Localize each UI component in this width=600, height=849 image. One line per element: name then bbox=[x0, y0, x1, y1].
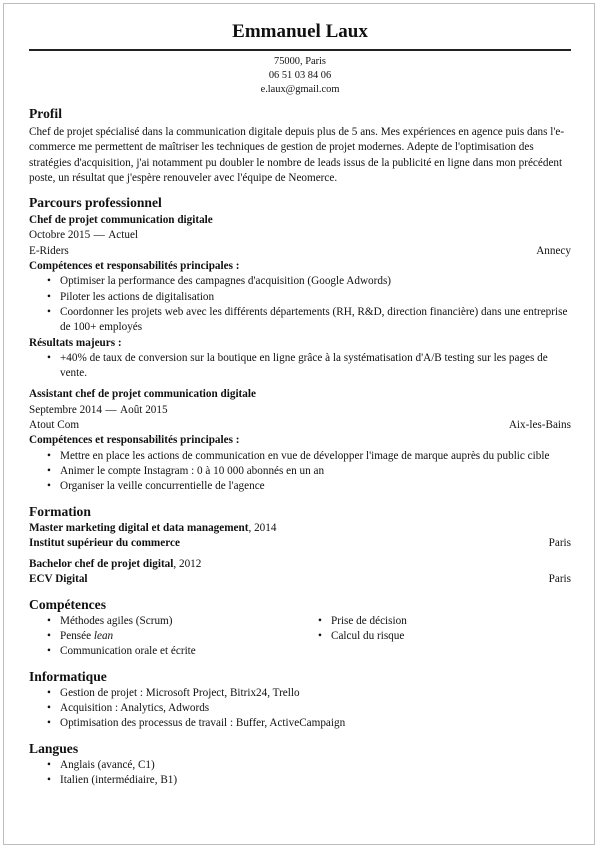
list-item: • Prise de décision bbox=[331, 614, 571, 629]
job-title: Chef de projet communication digitale bbox=[29, 214, 213, 227]
header-rule bbox=[29, 49, 571, 51]
list-item: • Optimiser la performance des campagnes d'acquisition (Google Adwords) bbox=[60, 274, 571, 289]
job-entry bbox=[29, 213, 571, 381]
section-title: Formation bbox=[29, 503, 91, 519]
job-start: Septembre 2014 bbox=[29, 403, 103, 416]
section-title: Parcours professionnel bbox=[29, 195, 162, 211]
school-city: Paris bbox=[548, 573, 571, 586]
skills-list bbox=[317, 614, 571, 645]
section-informatique bbox=[29, 668, 571, 732]
degree-line bbox=[29, 521, 571, 536]
job-end: Actuel bbox=[108, 229, 139, 242]
skills-list bbox=[29, 274, 571, 335]
skills-column-right bbox=[317, 614, 571, 660]
section-title: Langues bbox=[29, 740, 79, 756]
skills-list bbox=[29, 614, 317, 660]
job-company: E-Riders bbox=[29, 244, 69, 257]
list-item bbox=[60, 629, 317, 644]
job-entry bbox=[29, 387, 571, 494]
job-dates bbox=[29, 403, 571, 418]
job-title: Assistant chef de projet communication digitale bbox=[29, 388, 256, 401]
list-item: • +40% de taux de conversion sur la boutique en ligne grâce à la systématisation d'A/B testing sur les pages de vente. bbox=[60, 351, 571, 382]
section-parcours bbox=[29, 194, 571, 494]
section-profil bbox=[29, 105, 571, 186]
job-company-row bbox=[29, 418, 571, 433]
candidate-name: Emmanuel Laux bbox=[232, 21, 368, 42]
results-list bbox=[29, 351, 571, 382]
school-name: ECV Digital bbox=[29, 573, 88, 586]
list-item: • Méthodes agiles (Scrum) bbox=[60, 614, 317, 629]
job-location: Aix-les-Bains bbox=[508, 419, 571, 432]
item-text: Pensée bbox=[60, 630, 92, 643]
education-entry bbox=[29, 557, 571, 588]
education-entry bbox=[29, 521, 571, 552]
contact-phone: 06 51 03 84 06 bbox=[268, 70, 332, 81]
skills-list bbox=[29, 449, 571, 495]
school-name: Institut supérieur du commerce bbox=[29, 536, 180, 549]
job-location: Annecy bbox=[536, 244, 571, 257]
list-item: • Organiser la veille concurrentielle de l'agence bbox=[60, 479, 571, 494]
resume-page bbox=[29, 20, 571, 788]
section-title: Compétences bbox=[29, 596, 107, 612]
school-row bbox=[29, 536, 571, 551]
item-italic: lean bbox=[93, 630, 114, 643]
job-start: Octobre 2015 bbox=[29, 229, 91, 242]
degree-title: Master marketing digital et data management bbox=[29, 521, 249, 534]
job-end: Août 2015 bbox=[120, 403, 168, 416]
skills-label: Compétences et responsabilités principales : bbox=[29, 260, 240, 273]
section-title: Informatique bbox=[29, 668, 107, 684]
skills-label: Compétences et responsabilités principales : bbox=[29, 434, 240, 447]
list-item: • Anglais (avancé, C1) bbox=[60, 758, 571, 773]
degree-line bbox=[29, 557, 571, 572]
section-formation bbox=[29, 503, 571, 588]
contact-city: 75000, Paris bbox=[274, 56, 326, 67]
job-company-row bbox=[29, 244, 571, 259]
section-title: Profil bbox=[29, 106, 62, 121]
section-competences bbox=[29, 596, 571, 660]
section-langues bbox=[29, 740, 571, 789]
list-item: • Coordonner les projets web avec les différents départements (RH, R&D, direction financière) dans une entreprise de 100+ employés bbox=[60, 305, 571, 336]
degree-title: Bachelor chef de projet digital bbox=[29, 558, 174, 571]
job-company: Atout Com bbox=[29, 419, 80, 432]
list-item: • Gestion de projet : Microsoft Project, Bitrix24, Trello bbox=[60, 686, 571, 701]
list-item: • Calcul du risque bbox=[331, 629, 571, 644]
list-item: • Mettre en place les actions de communication en vue de développer l'image de marque auprès du public cible bbox=[60, 449, 571, 464]
list-item: • Optimisation des processus de travail : Buffer, ActiveCampaign bbox=[60, 716, 571, 731]
date-dash: — bbox=[105, 403, 117, 416]
skills-column-left bbox=[29, 614, 317, 660]
list-item: • Animer le compte Instagram : 0 à 10 000 abonnés en un an bbox=[60, 464, 571, 479]
list-item: • Communication orale et écrite bbox=[60, 644, 317, 659]
results-label: Résultats majeurs : bbox=[29, 336, 122, 349]
degree-year: , 2014 bbox=[248, 521, 277, 534]
school-row bbox=[29, 572, 571, 587]
date-dash: — bbox=[93, 229, 105, 242]
school-city: Paris bbox=[548, 536, 571, 549]
list-item: • Piloter les actions de digitalisation bbox=[60, 290, 571, 305]
it-list bbox=[29, 686, 571, 732]
languages-list bbox=[29, 758, 571, 789]
profil-text: Chef de projet spécialisé dans la communication digitale depuis plus de 5 ans. Mes expériences en agence puis dans l'e-commerce me permettent de maîtriser les techniques de gestion de projet modernes. Adepte de l'optimisation des stratégies d'acquisition, j'ai notamment pu doubler le nombre de leads issus de la publicité en ligne dans mon précédent poste, un résultat que j'espère renouveler avec l'équipe de Neomerce. bbox=[29, 126, 565, 184]
degree-year: , 2012 bbox=[173, 558, 202, 571]
skills-columns bbox=[29, 614, 571, 660]
list-item: • Acquisition : Analytics, Adwords bbox=[60, 701, 571, 716]
list-item: • Italien (intermédiaire, B1) bbox=[60, 773, 571, 788]
job-dates bbox=[29, 228, 571, 243]
contact-email: e.laux@gmail.com bbox=[260, 84, 340, 95]
